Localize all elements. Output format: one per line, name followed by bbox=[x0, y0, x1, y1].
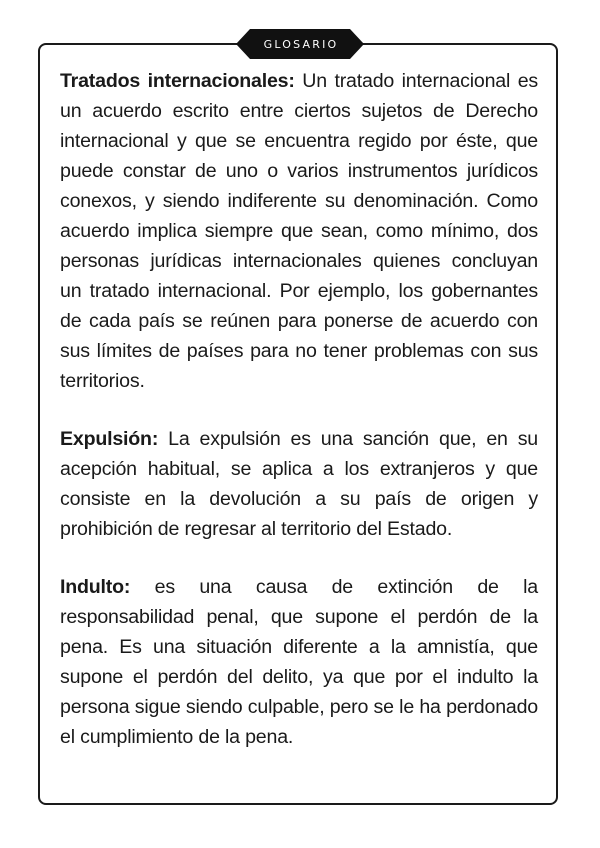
glossary-term: Indulto: bbox=[60, 576, 131, 598]
glossary-definition: Un tratado internacional es un acuerdo escrito entre ciertos sujetos de Derecho internacional y que se encuentra regido por éste, que puede constar de uno o varios instrumentos jurídicos conexos, y siendo indiferente su denominación. Como acuerdo implica siempre que sean, como mínimo, dos personas jurídicas internacionales quienes concluyan un tratado internacional. Por ejemplo, los gobernantes de cada país se reúnen para ponerse de acuerdo con sus límites de países para no tener problemas con sus territorios. bbox=[60, 70, 539, 392]
glossary-definition: La expulsión es una sanción que, en su acepción habitual, se aplica a los extranjeros y que consiste en la devolución a su país de origen y prohibición de regresar al territorio del Estado. bbox=[60, 428, 538, 540]
glossary-content bbox=[60, 66, 538, 780]
glossary-term: Tratados internacionales: bbox=[60, 70, 295, 92]
glossary-tag bbox=[236, 29, 364, 59]
glossary-entry-indulto bbox=[60, 572, 538, 752]
glossary-tag-label: GLOSARIO bbox=[263, 37, 339, 51]
glossary-entry-expulsion bbox=[60, 424, 538, 544]
glossary-definition: es una causa de extinción de la responsabilidad penal, que supone el perdón de la pena. Es una situación diferente a la amnistía, que supone el perdón del delito, ya que por el indulto la persona sigue siendo culpable, pero se le ha perdonado el cumplimiento de la pena. bbox=[60, 576, 538, 748]
glossary-entry-tratados bbox=[60, 66, 538, 396]
glossary-term: Expulsión: bbox=[60, 428, 159, 450]
